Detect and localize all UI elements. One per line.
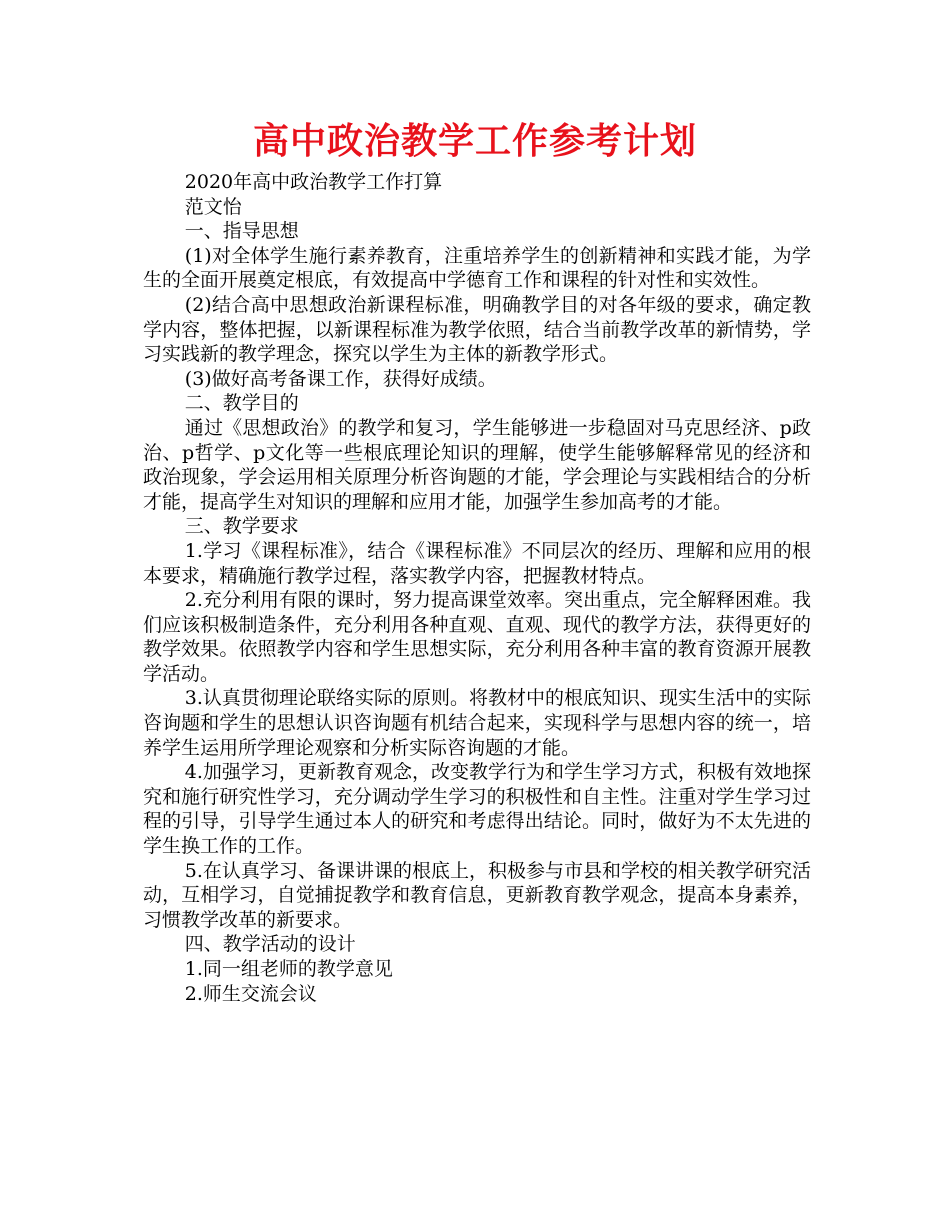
paragraph: 5.在认真学习、备课讲课的根底上，积极参与市县和学校的相关教学研究活动，互相学习，自觉捕捉教学和教育信息，更新教育教学观念，提高本身素养，习惯教学改革的新要求。 (143, 859, 811, 931)
section-heading-teaching-requirements: 三、教学要求 (184, 515, 299, 538)
paragraph: 1.学习《课程标准》，结合《课程标准》不同层次的经历、理解和应用的根本要求，精确施行教学过程，落实教学内容，把握教材特点。 (143, 539, 811, 587)
section-heading-activity-design: 四、教学活动的设计 (184, 933, 356, 956)
paragraph: 4.加强学习，更新教育观念，改变教学行为和学生学习方式，积极有效地探究和施行研究性学习，充分调动学生学习的积极性和自主性。注重对学生学习过程的引导，引导学生通过本人的研究和考虑得出结论。同时，做好为不太先进的学生换工作的工作。 (143, 761, 811, 858)
document-title: 高中政治教学工作参考计划 (252, 121, 697, 162)
section-heading-teaching-goals: 二、教学目的 (184, 392, 299, 415)
paragraph: 2.充分利用有限的课时，努力提高课堂效率。突出重点，完全解释困难。我们应该积极制造条件，充分利用各种直观、直观、现代的教学方法，获得更好的教学效果。依照教学内容和学生思想实际，充分利用各种丰富的教育资源开展教学活动。 (143, 589, 811, 685)
paragraph: 3.认真贯彻理论联络实际的原则。将教材中的根底知识、现实生活中的实际咨询题和学生的思想认识咨询题有机结合起来，实现科学与思想内容的统一，培养学生运用所学理论观察和分析实际咨询题的才能。 (143, 687, 811, 759)
paragraph: (2)结合高中思想政治新课程标准，明确教学目的对各年级的要求，确定教学内容，整体把握，以新课程标准为教学依照，结合当前教学改革的新情势，学习实践新的教学理念，探究以学生为主体的新教学形式。 (143, 293, 811, 366)
paragraph: 通过《思想政治》的教学和复习，学生能够进一步稳固对马克思经济、p政治、p哲学、p文化等一些根底理论知识的理解，使学生能够解释常见的经济和政治现象，学会运用相关原理分析咨询题的才能，学会理论与实践相结合的分析才能，提高学生对知识的理解和应用才能，加强学生参加高考的才能。 (143, 416, 811, 513)
document-body (143, 170, 811, 1006)
list-item: 2.师生交流会议 (184, 982, 317, 1005)
list-item: 1.同一组老师的教学意见 (184, 958, 393, 980)
author-line: 范文怡 (184, 195, 242, 218)
paragraph: (1)对全体学生施行素养教育，注重培养学生的创新精神和实践才能，为学生的全面开展奠定根底，有效提高中学德育工作和课程的针对性和实效性。 (143, 244, 811, 292)
section-heading-guiding-ideology: 一、指导思想 (184, 220, 299, 243)
subtitle: 2020年高中政治教学工作打算 (184, 171, 443, 193)
paragraph: (3)做好高考备课工作，获得好成绩。 (184, 367, 497, 390)
